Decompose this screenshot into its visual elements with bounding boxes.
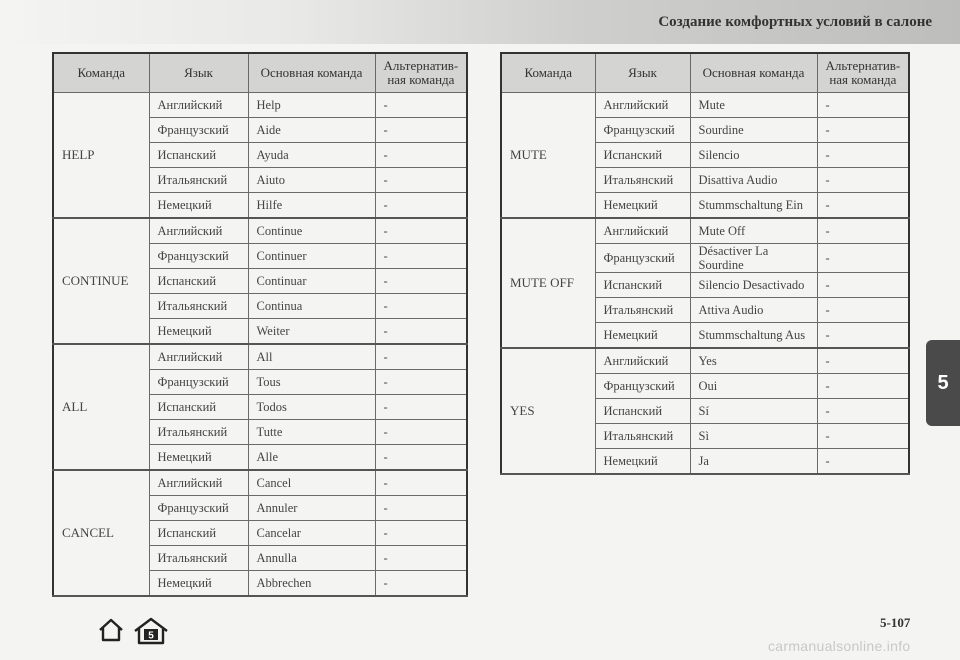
language-cell: Испанский — [595, 399, 690, 424]
alt-command-cell: - — [375, 496, 467, 521]
main-command-cell: Cancelar — [248, 521, 375, 546]
main-command-cell: Todos — [248, 395, 375, 420]
table-row — [501, 218, 909, 244]
main-command-cell: Weiter — [248, 319, 375, 345]
language-cell: Французский — [149, 118, 248, 143]
alt-command-cell: - — [375, 269, 467, 294]
alt-command-cell: - — [817, 449, 909, 475]
index-icon[interactable] — [133, 617, 169, 645]
alt-command-cell: - — [375, 118, 467, 143]
main-command-cell: Ja — [690, 449, 817, 475]
page-header-title: Создание комфортных условий в салоне — [658, 14, 932, 30]
col-header-command: Команда — [501, 53, 595, 93]
main-command-cell: Tutte — [248, 420, 375, 445]
table-row — [501, 348, 909, 374]
alt-command-cell: - — [817, 399, 909, 424]
main-command-cell: Sí — [690, 399, 817, 424]
alt-command-cell: - — [375, 319, 467, 345]
language-cell: Итальянский — [149, 546, 248, 571]
chapter-tab[interactable] — [926, 340, 960, 426]
language-cell: Английский — [149, 470, 248, 496]
language-cell: Немецкий — [149, 571, 248, 597]
language-cell: Английский — [149, 344, 248, 370]
main-command-cell: Oui — [690, 374, 817, 399]
main-command-cell: Help — [248, 93, 375, 118]
main-command-cell: Continue — [248, 218, 375, 244]
language-cell: Немецкий — [595, 449, 690, 475]
main-command-cell: Sì — [690, 424, 817, 449]
col-header-main-command: Основная команда — [248, 53, 375, 93]
col-header-language: Язык — [595, 53, 690, 93]
main-command-cell: Tous — [248, 370, 375, 395]
language-cell: Английский — [149, 93, 248, 118]
command-cell: ALL — [53, 344, 149, 470]
language-cell: Английский — [595, 218, 690, 244]
language-cell: Немецкий — [149, 445, 248, 471]
alt-command-cell: - — [817, 323, 909, 349]
language-cell: Немецкий — [149, 193, 248, 219]
alt-command-cell: - — [817, 273, 909, 298]
alt-command-cell: - — [375, 193, 467, 219]
main-command-cell: Attiva Audio — [690, 298, 817, 323]
language-cell: Итальянский — [149, 420, 248, 445]
language-cell: Французский — [149, 496, 248, 521]
command-table-left — [52, 52, 468, 597]
language-cell: Испанский — [149, 143, 248, 168]
col-header-language: Язык — [149, 53, 248, 93]
page-number: 5-107 — [880, 615, 911, 630]
main-command-cell: Alle — [248, 445, 375, 471]
language-cell: Итальянский — [595, 298, 690, 323]
command-cell: MUTE OFF — [501, 218, 595, 348]
language-cell: Испанский — [149, 395, 248, 420]
language-cell: Итальянский — [149, 294, 248, 319]
main-command-cell: Silencio — [690, 143, 817, 168]
main-command-cell: Hilfe — [248, 193, 375, 219]
main-command-cell: Ayuda — [248, 143, 375, 168]
index-icon-label: 5 — [148, 630, 154, 642]
alt-command-cell: - — [817, 143, 909, 168]
main-command-cell: Disattiva Audio — [690, 168, 817, 193]
table-row — [501, 93, 909, 118]
alt-command-cell: - — [375, 93, 467, 118]
main-command-cell: Continuer — [248, 244, 375, 269]
alt-command-cell: - — [817, 374, 909, 399]
language-cell: Итальянский — [149, 168, 248, 193]
table-row — [53, 93, 467, 118]
language-cell: Французский — [595, 374, 690, 399]
col-header-alt-command: Альтернатив-ная команда — [375, 53, 467, 93]
language-cell: Испанский — [595, 273, 690, 298]
alt-command-cell: - — [817, 93, 909, 118]
alt-command-cell: - — [375, 344, 467, 370]
main-command-cell: Mute — [690, 93, 817, 118]
command-cell: YES — [501, 348, 595, 474]
main-command-cell: Sourdine — [690, 118, 817, 143]
main-command-cell: Aide — [248, 118, 375, 143]
alt-command-cell: - — [375, 470, 467, 496]
language-cell: Французский — [595, 244, 690, 273]
language-cell: Французский — [595, 118, 690, 143]
language-cell: Испанский — [149, 269, 248, 294]
language-cell: Итальянский — [595, 424, 690, 449]
language-cell: Английский — [149, 218, 248, 244]
language-cell: Испанский — [149, 521, 248, 546]
main-command-cell: Mute Off — [690, 218, 817, 244]
main-command-cell: Abbrechen — [248, 571, 375, 597]
alt-command-cell: - — [375, 244, 467, 269]
alt-command-cell: - — [375, 143, 467, 168]
chapter-tab-label: 5 — [937, 371, 949, 394]
alt-command-cell: - — [375, 420, 467, 445]
main-command-cell: Silencio Desactivado — [690, 273, 817, 298]
col-header-command: Команда — [53, 53, 149, 93]
alt-command-cell: - — [375, 546, 467, 571]
main-command-cell: Cancel — [248, 470, 375, 496]
main-command-cell: Aiuto — [248, 168, 375, 193]
home-icon[interactable] — [97, 617, 125, 645]
alt-command-cell: - — [817, 218, 909, 244]
main-command-cell: Annulla — [248, 546, 375, 571]
main-command-cell: Yes — [690, 348, 817, 374]
language-cell: Немецкий — [149, 319, 248, 345]
language-cell: Испанский — [595, 143, 690, 168]
alt-command-cell: - — [817, 193, 909, 219]
table-row — [53, 218, 467, 244]
alt-command-cell: - — [817, 298, 909, 323]
alt-command-cell: - — [375, 370, 467, 395]
alt-command-cell: - — [817, 348, 909, 374]
main-command-cell: All — [248, 344, 375, 370]
alt-command-cell: - — [375, 294, 467, 319]
alt-command-cell: - — [817, 168, 909, 193]
table-header-row — [501, 53, 909, 93]
table-header-row — [53, 53, 467, 93]
command-cell: CANCEL — [53, 470, 149, 596]
language-cell: Итальянский — [595, 168, 690, 193]
command-cell: HELP — [53, 93, 149, 219]
alt-command-cell: - — [375, 218, 467, 244]
main-command-cell: Annuler — [248, 496, 375, 521]
language-cell: Немецкий — [595, 193, 690, 219]
main-command-cell: Continua — [248, 294, 375, 319]
alt-command-cell: - — [817, 424, 909, 449]
nav-icons — [97, 617, 169, 645]
col-header-main-command: Основная команда — [690, 53, 817, 93]
language-cell: Французский — [149, 370, 248, 395]
main-command-cell: Désactiver La Sourdine — [690, 244, 817, 273]
language-cell: Английский — [595, 93, 690, 118]
command-cell: MUTE — [501, 93, 595, 219]
command-cell: CONTINUE — [53, 218, 149, 344]
watermark: carmanualsonline.info — [768, 638, 911, 654]
main-command-cell: Stummschaltung Aus — [690, 323, 817, 349]
alt-command-cell: - — [375, 571, 467, 597]
alt-command-cell: - — [375, 521, 467, 546]
alt-command-cell: - — [375, 168, 467, 193]
table-row — [53, 470, 467, 496]
language-cell: Французский — [149, 244, 248, 269]
alt-command-cell: - — [817, 244, 909, 273]
alt-command-cell: - — [817, 118, 909, 143]
alt-command-cell: - — [375, 395, 467, 420]
alt-command-cell: - — [375, 445, 467, 471]
main-command-cell: Continuar — [248, 269, 375, 294]
language-cell: Немецкий — [595, 323, 690, 349]
table-row — [53, 344, 467, 370]
main-command-cell: Stummschaltung Ein — [690, 193, 817, 219]
command-table-right — [500, 52, 910, 475]
col-header-alt-command: Альтернатив-ная команда — [817, 53, 909, 93]
language-cell: Английский — [595, 348, 690, 374]
